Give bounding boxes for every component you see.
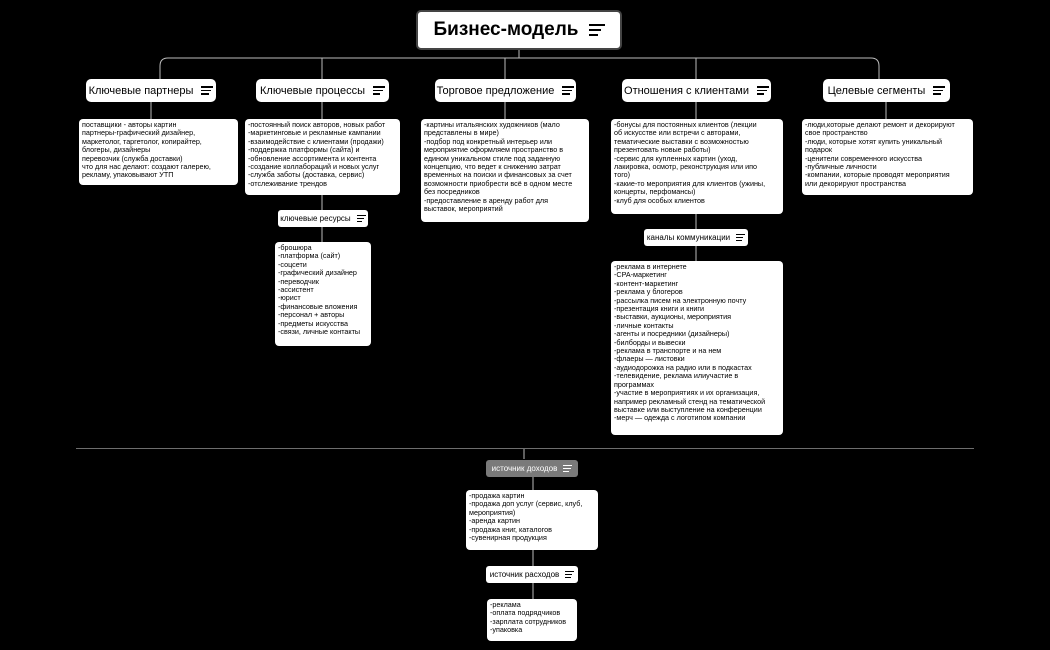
card-line: -личные контакты [614,320,674,330]
card-line: блогеры, дизайнеры [82,145,151,155]
card-line: -создание коллабораций и новых услуг [248,162,380,172]
card-line: -реклама в интернете [614,262,687,271]
card-line: -ассистент [278,285,314,295]
card-line: -отслеживание трендов [248,178,327,188]
node-label: Ключевые партнеры [88,84,194,97]
card-line: -мерч — одежда с логотипом компании [614,413,746,423]
card-line: перевозчик (служба доставки) [82,153,183,163]
card-line: лакировка, осмотр, реконструкция или ипо [614,162,757,172]
card-line: -аренда картин [469,516,520,526]
card-line: -соцсети [278,259,307,269]
menu-icon[interactable] [736,233,745,243]
card-line: -рассылка писем на электронную почту [614,295,747,305]
card-line: -взаимодействие с клиентами (продажи) [248,136,384,146]
card-line: концепцию, что ведет к снижению затрат [424,162,561,172]
card-line: -зарплата сотрудников [490,616,567,626]
card-line: -сервис для купленных картин (уход, [614,153,738,163]
card-line: выставок, мероприятий [424,204,503,214]
card-line: мероприятие оформляем пространство в [424,145,564,155]
card-line: -билборды и вывески [614,337,686,347]
node-cost-source[interactable] [486,566,578,583]
card-line: тематические выставки с возможностью [614,136,749,146]
menu-icon[interactable] [563,464,572,474]
card-line: -продажа доп услуг (сервис, клуб, [469,499,583,509]
card-line: -персонал + авторы [278,310,345,320]
card-line: -публичные личности [805,162,877,172]
card-line: -контент-маркетинг [614,278,679,288]
card-line: -реклама у блогеров [614,287,683,297]
card-line: рекламу, упаковывают УТП [82,170,174,180]
menu-icon[interactable] [373,84,385,97]
card-line: например рекламный стенд на тематической [614,396,766,406]
card-line: -оплата подрядчиков [490,608,561,618]
card-line: -реклама в транспорте и на нем [614,346,722,356]
card-line: -люди, которые хотят купить уникальный [805,136,943,146]
card-key-partners[interactable] [79,119,238,185]
node-label: Ключевые процессы [260,84,365,97]
card-line: -маркетинговые и рекламные кампании [248,128,381,138]
menu-icon[interactable] [757,84,769,97]
card-line: -предоставление в аренду работ для [424,195,549,205]
node-label: источник расходов [489,570,560,579]
root-title: Бизнес-модель [433,19,579,40]
card-line: -участие в мероприятиях и их организация, [614,388,760,398]
card-line: -обновление ассортимента и контента [248,153,377,163]
card-line: -ценители современного искусства [805,153,922,163]
card-target-segments[interactable] [802,119,973,195]
card-line: что для нас делают: создают галерею, [82,162,211,172]
node-key-processes[interactable] [256,79,389,102]
card-line: партнеры-графический дизайнер, [82,128,196,138]
card-line: -продажа книг, каталогов [469,524,552,534]
card-line: об искусстве или встречи с авторами, [614,128,741,138]
card-line: без посредников [424,187,480,197]
card-line: -юрист [278,293,301,303]
card-line: -бонусы для постоянных клиентов (лекции [614,120,757,129]
card-line: -связи, личные контакты [278,327,361,337]
card-line: или декорируют пространства [805,178,907,188]
card-revenue-source[interactable] [466,490,598,550]
menu-icon[interactable] [565,570,574,580]
card-line: поставщики - авторы картин [82,120,177,129]
node-label: Торговое предложение [436,84,555,97]
card-line: -финансовые вложения [278,301,358,311]
node-target-segments[interactable] [823,79,950,102]
card-line: -платформа (сайт) [278,251,341,261]
card-line: временных на поиски и финансовых за счет [424,170,572,180]
card-line: презентовать новые работы) [614,145,711,155]
card-line: мероприятия) [469,507,516,517]
card-line: -какие-то мероприятия для клиентов (ужины, [614,178,766,188]
card-line: -выставки, аукционы, мероприятия [614,312,731,322]
card-line: -графический дизайнер [278,268,357,278]
node-communication-channels[interactable] [644,229,748,246]
menu-icon[interactable] [589,21,605,40]
card-line: -компании, которые проводят мероприятия [805,170,950,180]
card-line: -флаеры — листовки [614,354,685,364]
card-line: -брошюра [278,243,312,252]
node-label: Отношения с клиентами [624,84,749,97]
card-line: выставке или выступление на конференции [614,404,762,414]
card-line: подарок [805,145,833,155]
menu-icon[interactable] [933,84,945,97]
menu-icon[interactable] [562,84,574,97]
card-line: -служба заботы (доставка, сервис) [248,170,365,180]
card-value-proposition[interactable] [421,119,589,222]
root-node[interactable] [416,10,622,50]
card-customer-relations[interactable] [611,119,783,214]
card-line: свое пространство [805,128,868,138]
card-line: возможности приобрести всё в одном месте [424,178,573,188]
card-line: -переводчик [278,276,319,286]
card-line: концерты, перфомансы) [614,187,696,197]
node-revenue-source[interactable] [486,460,578,477]
card-line: -агенты и посредники (дизайнеры) [614,329,730,339]
card-line: -CPA-маркетинг [614,270,667,280]
card-line: -аудиодорожка на радио или в подкастах [614,362,752,372]
menu-icon[interactable] [357,214,366,224]
card-line: -поддержка платформы (сайта) и [248,145,360,155]
card-line: маркетолог, таргетолог, копирайтер, [82,136,202,146]
node-label: каналы коммуникации [646,233,731,242]
card-key-resources[interactable] [275,242,371,346]
card-line: программах [614,379,654,389]
card-line: -предметы искусства [278,318,349,328]
card-line: -реклама [490,600,521,609]
card-line: -постоянный поиск авторов, новых работ [248,120,386,129]
node-label: ключевые ресурсы [280,214,351,223]
card-line: представлены в мире) [424,128,499,138]
card-cost-source[interactable] [487,599,577,641]
card-line: -презентация книги и книги [614,304,705,314]
node-label: Целевые сегменты [827,84,926,97]
card-line: того) [614,170,631,180]
card-line: -люди,которые делают ремонт и декорируют [805,120,955,129]
node-key-partners[interactable] [86,79,216,102]
card-line: -продажа картин [469,491,525,500]
card-line: -сувенирная продукция [469,533,547,543]
card-line: -клуб для особых клиентов [614,195,705,205]
card-line: -подбор под конкретный интерьер или [424,136,553,146]
node-customer-relations[interactable] [622,79,771,102]
card-key-processes[interactable] [245,119,400,195]
card-communication-channels[interactable] [611,261,783,435]
node-key-resources[interactable] [278,210,368,227]
card-line: -телевидение, реклама илиучастие в [614,371,739,381]
card-line: -картины итальянских художников (мало [424,120,560,129]
card-line: едином уникальном стиле под заданную [424,153,561,163]
menu-icon[interactable] [201,84,213,97]
card-line: -упаковка [490,625,523,635]
node-value-proposition[interactable] [435,79,576,102]
node-label: источник доходов [491,464,558,473]
